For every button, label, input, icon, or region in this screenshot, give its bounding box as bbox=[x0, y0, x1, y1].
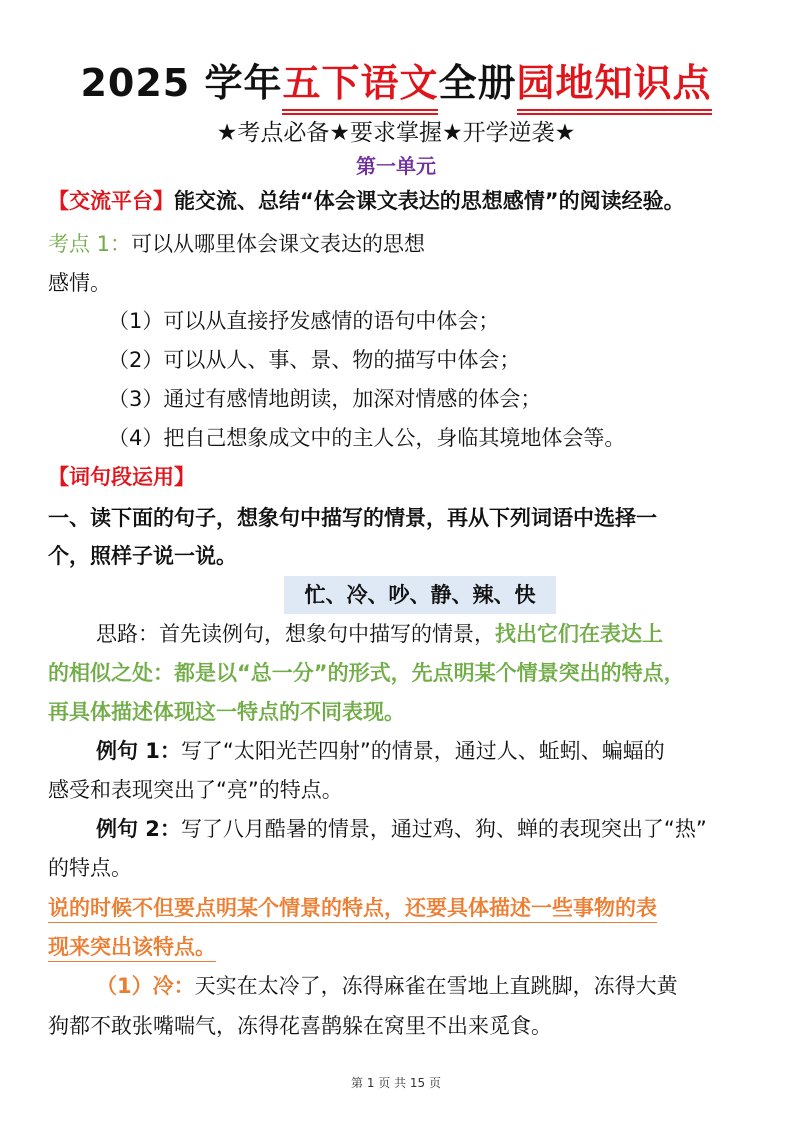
example-1-text: 写了“太阳光芒四射”的情景，通过人、蚯蚓、蝙蝠的 bbox=[180, 739, 665, 763]
example-1-line-2: 感受和表现突出了“亮”的特点。 bbox=[48, 778, 343, 802]
subtitle: ★考点必备★要求掌握★开学逆袭★ bbox=[216, 120, 576, 146]
list-item: （3）通过有感情地朗读，加深对情感的体会； bbox=[108, 387, 542, 411]
section-word-usage: 【词句段运用】 bbox=[48, 465, 195, 489]
example-2-line-2: 的特点。 bbox=[48, 856, 132, 880]
word-choices-box: 忙、冷、吵、静、辣、快 bbox=[284, 576, 556, 614]
silu-highlight: 找出它们在表达上 bbox=[495, 622, 663, 646]
question-line-1: 一、读下面的句子，想象句中描写的情景，再从下列词语中选择一 bbox=[48, 506, 657, 530]
example-1-line-1 bbox=[96, 736, 665, 766]
silu-line-1 bbox=[96, 619, 663, 649]
tip-line-2 bbox=[48, 932, 216, 962]
unit-heading: 第一单元 bbox=[356, 154, 436, 178]
list-item: （2）可以从人、事、景、物的描写中体会； bbox=[108, 348, 521, 372]
kaodian-line bbox=[48, 229, 425, 259]
list-item: （1）可以从直接抒发感情的语句中体会； bbox=[108, 309, 500, 333]
title-scope: 全册 bbox=[438, 61, 517, 105]
title-subject: 五下语文 bbox=[282, 52, 438, 115]
answer-1-label: （1）冷： bbox=[96, 974, 195, 998]
section-tag: 【交流平台】 bbox=[48, 189, 174, 213]
tip-text-1: 说的时候不但要点明某个情景的特点，还要具体描述一些事物的表 bbox=[48, 896, 657, 923]
silu-line-2: 的相似之处：都是以“总一分”的形式，先点明某个情景突出的特点， bbox=[48, 661, 685, 685]
tip-text-2: 现来突出该特点。 bbox=[48, 935, 216, 962]
example-1-label: 例句 1： bbox=[96, 739, 181, 763]
answer-1-line-1 bbox=[96, 971, 678, 1001]
kaodian-line-2: 感情。 bbox=[48, 271, 111, 295]
silu-line-3: 再具体描述体现这一特点的不同表现。 bbox=[48, 700, 405, 724]
list-item: （4）把自己想象成文中的主人公，身临其境地体会等。 bbox=[108, 426, 626, 450]
tip-line-1 bbox=[48, 893, 657, 923]
example-2-label: 例句 2： bbox=[96, 817, 181, 841]
answer-1-line-2: 狗都不敢张嘴喘气，冻得花喜鹊躲在窝里不出来觅食。 bbox=[48, 1014, 552, 1038]
kaodian-text: 可以从哪里体会课文表达的思想 bbox=[131, 232, 426, 256]
kaodian-label: 考点 1： bbox=[48, 232, 132, 256]
page-footer: 第 1 页 共 15 页 bbox=[351, 1076, 441, 1090]
silu-plain: 思路：首先读例句，想象句中描写的情景， bbox=[96, 622, 495, 646]
question-line-2: 个，照样子说一说。 bbox=[48, 544, 237, 568]
section-text: 能交流、总结“体会课文表达的思想感情”的阅读经验。 bbox=[174, 189, 685, 213]
title-topic: 园地知识点 bbox=[517, 52, 712, 115]
title-year: 2025 学年 bbox=[80, 61, 283, 105]
answer-1-text: 天实在太冷了，冻得麻雀在雪地上直跳脚，冻得大黄 bbox=[194, 974, 678, 998]
page-title bbox=[0, 52, 792, 115]
section-exchange-platform bbox=[48, 186, 685, 216]
example-2-line-1 bbox=[96, 814, 707, 844]
example-2-text: 写了八月酷暑的情景，通过鸡、狗、蝉的表现突出了“热” bbox=[180, 817, 707, 841]
